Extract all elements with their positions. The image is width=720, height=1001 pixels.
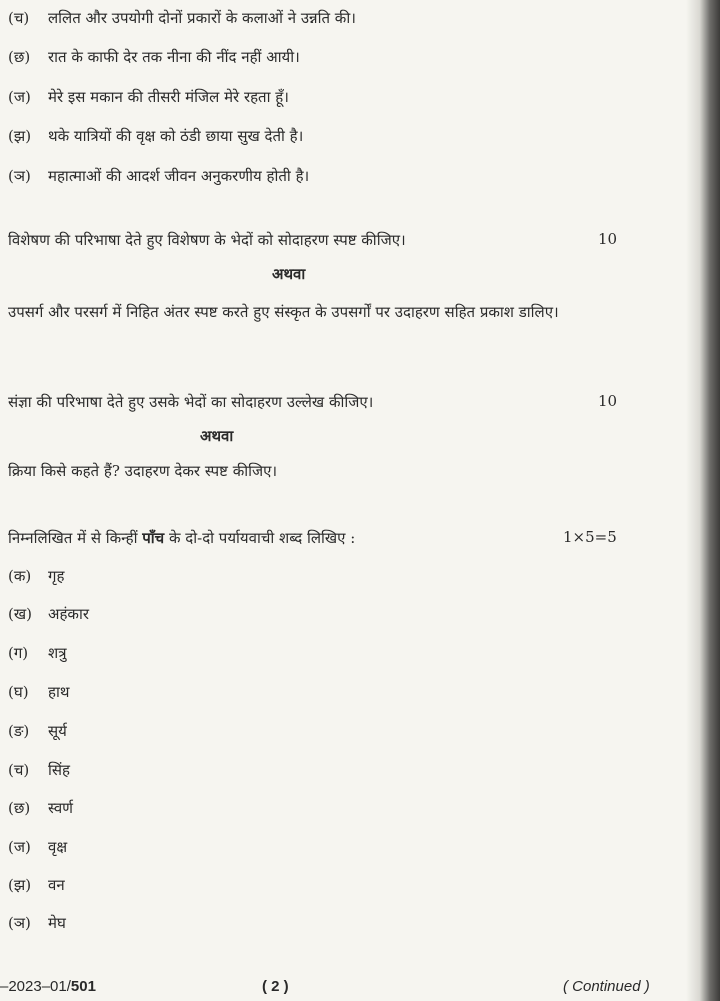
continued-label: ( Continued ) [563, 978, 650, 995]
item-label: (क) [8, 567, 32, 585]
item-label: (च) [8, 9, 30, 27]
list-item [8, 875, 65, 895]
item-text: ललित और उपयोगी दोनों प्रकारों के कलाओं ने उन्नति की। [48, 9, 356, 27]
item-text: सिंह [48, 761, 70, 779]
page-edge-shadow [686, 0, 720, 1001]
or-heading: अथवा [272, 265, 306, 283]
item-label: (ख) [8, 605, 32, 623]
item-text: मेघ [48, 914, 66, 932]
item-label: (छ) [8, 799, 31, 817]
item-label: (ञ) [8, 167, 31, 185]
item-text: मेरे इस मकान की तीसरी मंजिल मेरे रहता हूँ। [48, 88, 289, 106]
question-marks: 1×5=5 [563, 528, 617, 546]
item-text: थके यात्रियों की वृक्ष को ठंडी छाया सुख देती है। [48, 127, 304, 145]
item-label: (च) [8, 761, 30, 779]
list-item [8, 643, 66, 663]
alternate-question-text: उपसर्ग और परसर्ग में निहित अंतर स्पष्ट करते हुए संस्कृत के उपसर्गों पर उदाहरण सहित प्रकाश डालिए। [8, 303, 559, 321]
item-label: (झ) [8, 876, 32, 894]
question-marks: 10 [598, 230, 618, 248]
question-text-end: के दो-दो पर्यायवाची शब्द लिखिए : [164, 529, 356, 547]
list-item [8, 166, 309, 186]
item-text: सूर्य [48, 722, 67, 740]
paper-code-prefix: –2023–01/ [0, 978, 71, 995]
or-heading: अथवा [200, 427, 234, 445]
item-label: (ज) [8, 88, 31, 106]
item-label: (ङ) [8, 722, 30, 740]
list-item [8, 604, 89, 624]
item-text: हाथ [48, 683, 70, 701]
paper-code-number: 501 [70, 978, 96, 995]
page-number: ( 2 ) [262, 978, 289, 995]
list-item [8, 721, 67, 741]
item-text: रात के काफी देर तक नीना की नींद नहीं आयी। [48, 48, 300, 66]
alternate-question-text: क्रिया किसे कहते हैं? उदाहरण देकर स्पष्ट कीजिए। [8, 462, 278, 480]
item-label: (छ) [8, 48, 31, 66]
question-marks: 10 [598, 392, 618, 410]
list-item [8, 913, 66, 933]
question-text: विशेषण की परिभाषा देते हुए विशेषण के भेदों को सोदाहरण स्पष्ट कीजिए। [8, 231, 406, 249]
item-text: गृह [48, 567, 65, 585]
list-item [8, 566, 64, 586]
item-label: (झ) [8, 127, 32, 145]
question-text: संज्ञा की परिभाषा देते हुए उसके भेदों का सोदाहरण उल्लेख कीजिए। [8, 393, 374, 411]
item-text: अहंकार [48, 605, 89, 623]
item-text: शत्रु [48, 644, 67, 662]
list-item [8, 87, 289, 107]
list-item [8, 798, 73, 818]
list-item [8, 837, 67, 857]
item-label: (घ) [8, 683, 29, 701]
list-item [8, 760, 70, 780]
list-item [8, 8, 356, 28]
question-text-start: निम्नलिखित में से किन्हीं [8, 529, 143, 547]
item-text: वृक्ष [48, 838, 68, 856]
item-label: (ञ) [8, 914, 31, 932]
question-emphasis: पाँच [142, 529, 165, 547]
list-item [8, 126, 303, 146]
item-text: स्वर्ण [48, 799, 74, 817]
item-text: वन [48, 876, 65, 894]
item-text: महात्माओं की आदर्श जीवन अनुकरणीय होती है। [48, 167, 310, 185]
list-item [8, 47, 300, 67]
list-item [8, 682, 69, 702]
paper-code [0, 978, 96, 995]
question-text [8, 528, 355, 548]
item-label: (ज) [8, 838, 31, 856]
item-label: (ग) [8, 644, 29, 662]
